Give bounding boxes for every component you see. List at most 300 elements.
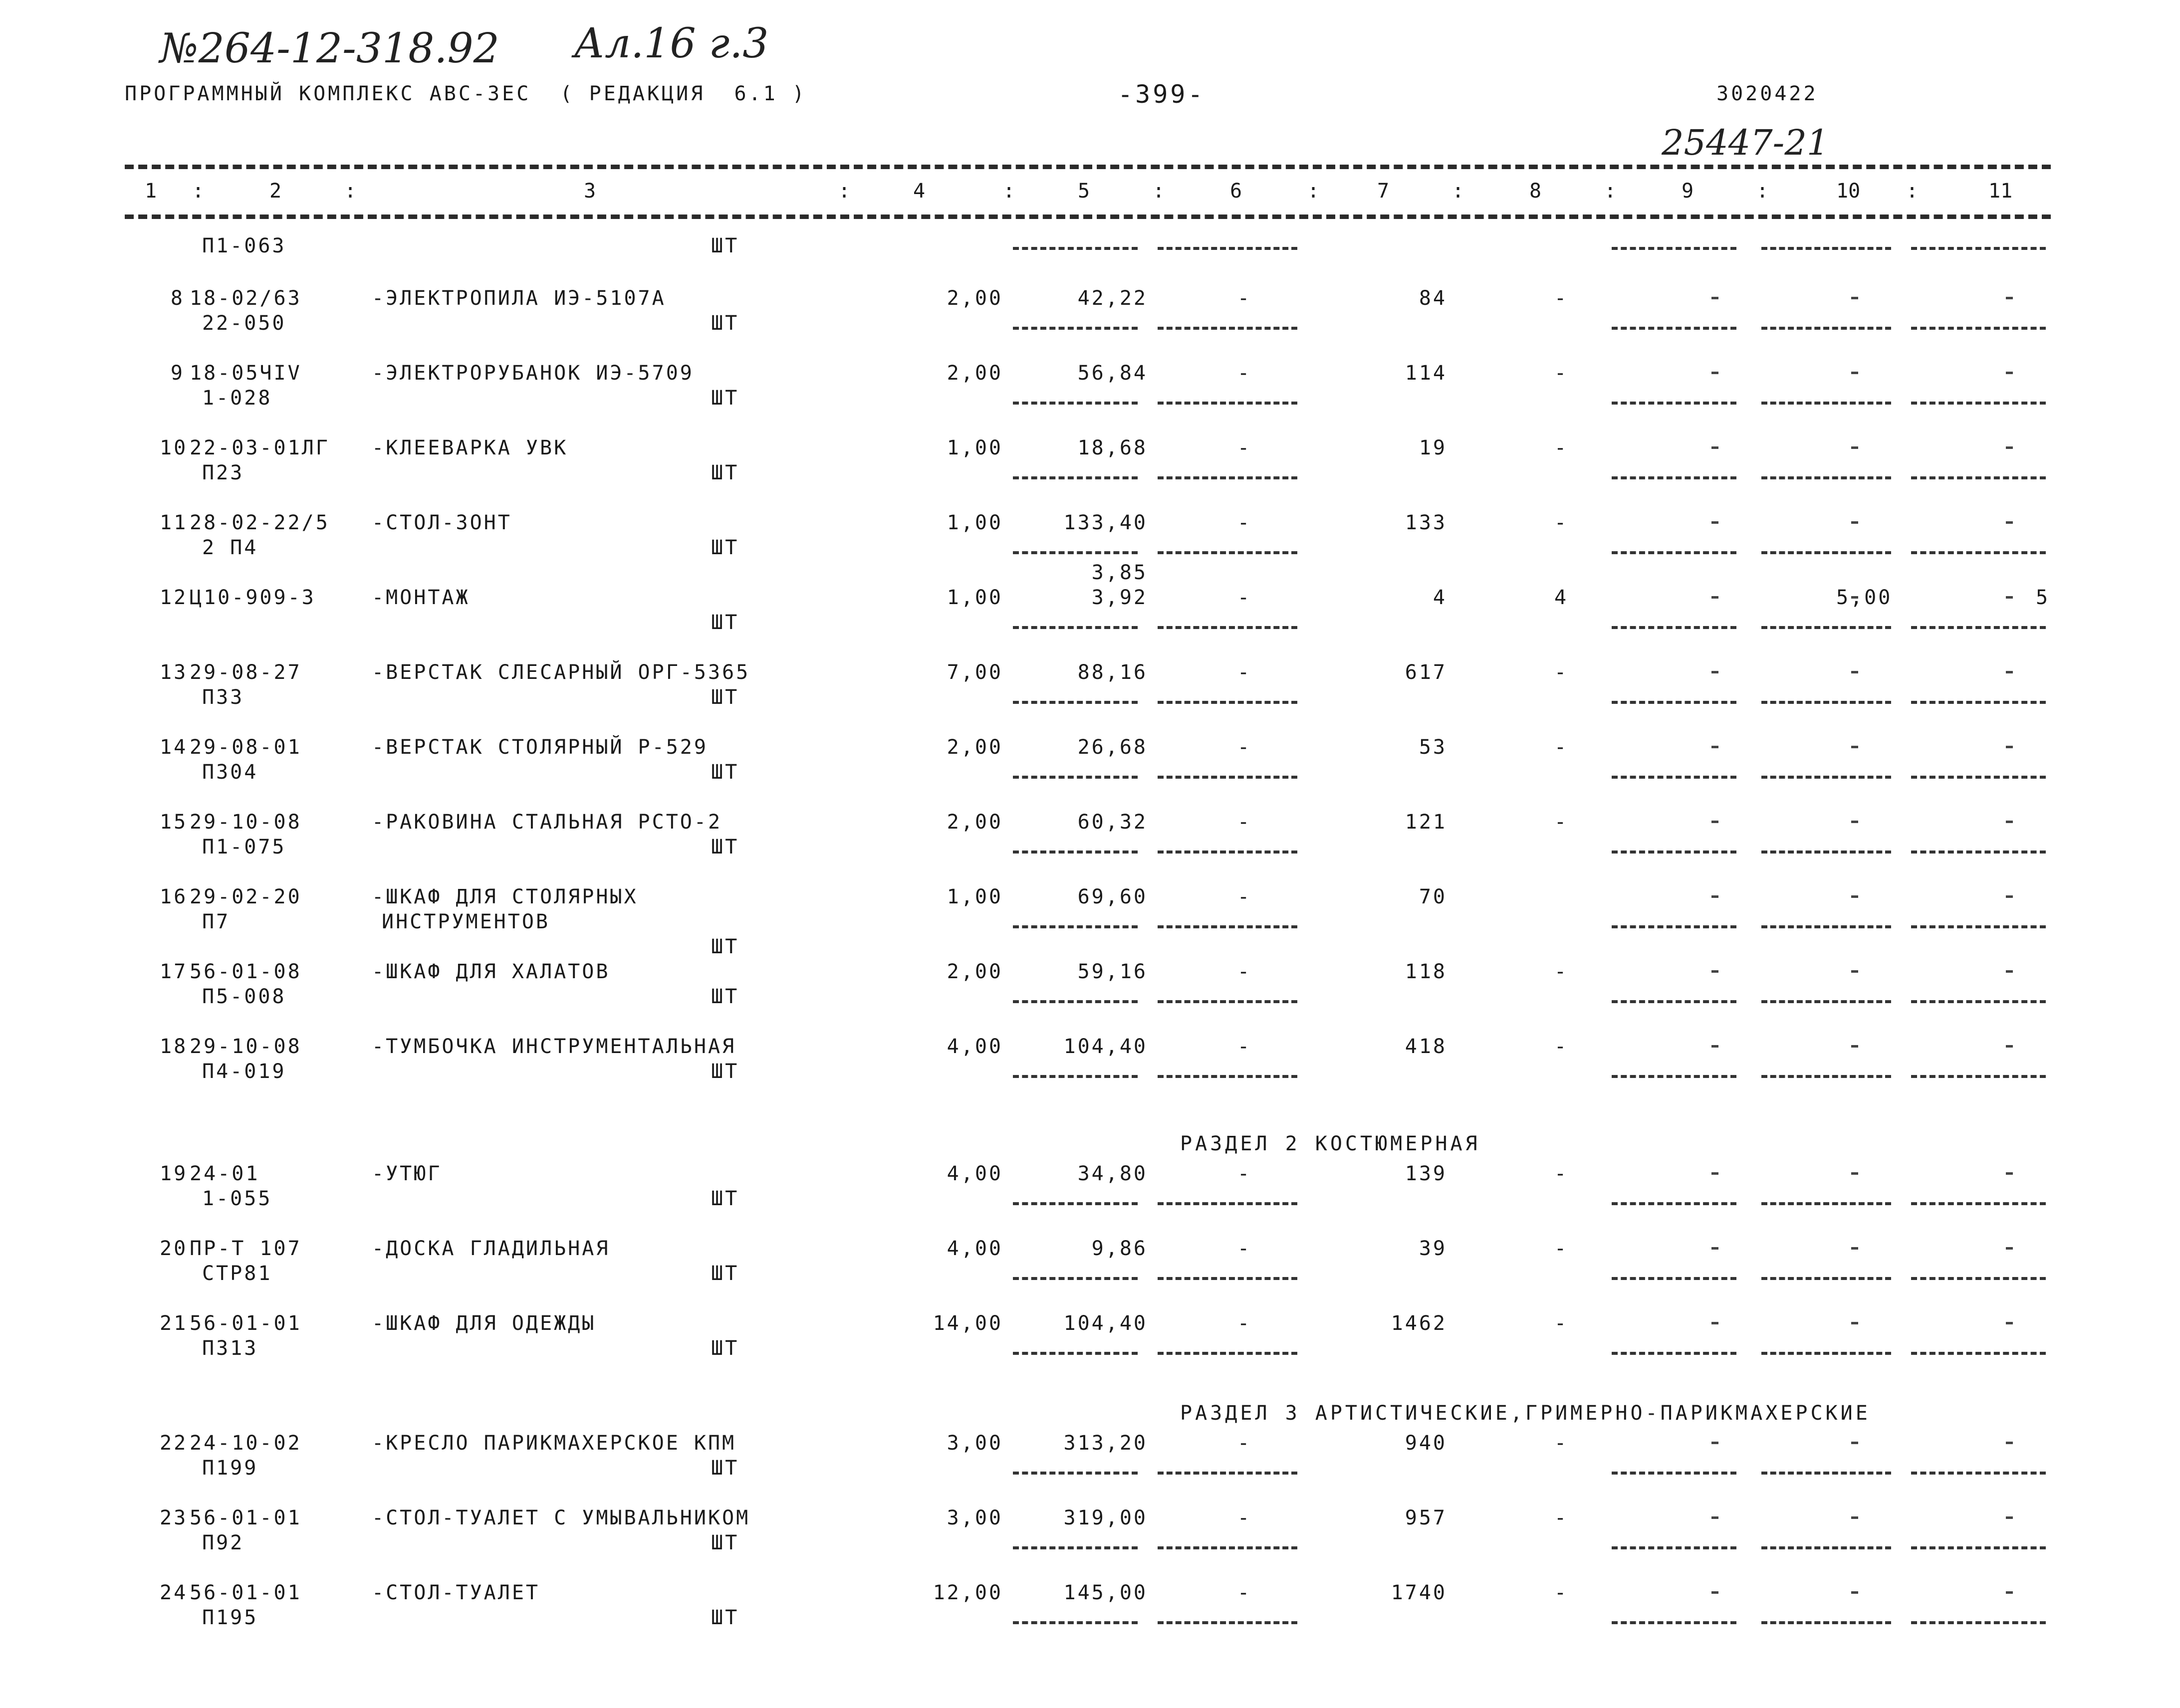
row-code-secondary: 1-028 xyxy=(202,387,272,410)
row-underline-col5 xyxy=(1013,1472,1138,1475)
row-col8: - xyxy=(1554,1035,1569,1058)
empty-cell-mark xyxy=(2006,372,2013,374)
row-col6: - xyxy=(1237,1581,1252,1604)
row-col6: - xyxy=(1237,362,1252,385)
row-name: -ШКАФ ДЛЯ ХАЛАТОВ xyxy=(372,960,610,983)
empty-cell-mark xyxy=(1851,1172,1858,1175)
row-underline-col9 xyxy=(1612,701,1736,704)
row-price: 88,16 xyxy=(1077,661,1148,684)
row-number: 10 xyxy=(160,436,188,459)
row-number: 8 xyxy=(170,287,185,310)
row-number: 24 xyxy=(160,1581,188,1604)
column-header-4: 4 xyxy=(913,180,926,203)
row-total: 39 xyxy=(1419,1237,1447,1260)
row-underline-col5 xyxy=(1013,1621,1138,1624)
row-price: 34,80 xyxy=(1077,1162,1148,1185)
row-quantity: 1,00 xyxy=(947,511,1003,534)
row-name-continued: ИНСТРУМЕНТОВ xyxy=(382,910,550,933)
row-name: -МОНТАЖ xyxy=(372,586,470,609)
row-code-secondary: П4-019 xyxy=(202,1060,286,1083)
empty-cell-mark xyxy=(1851,671,1858,673)
row-code-primary: 56-01-01 xyxy=(190,1581,302,1604)
row-underline-col6 xyxy=(1158,327,1297,330)
row-code-primary: 29-02-20 xyxy=(190,885,302,908)
empty-cell-mark xyxy=(1851,1591,1858,1594)
row-underline-col9 xyxy=(1612,925,1736,928)
row-code-primary: 28-02-22/5 xyxy=(190,511,330,534)
column-header-10: 10 xyxy=(1836,180,1861,203)
row-quantity: 2,00 xyxy=(947,811,1003,834)
empty-cell-mark xyxy=(1711,821,1718,823)
row-number: 9 xyxy=(170,362,185,385)
row-name: -СТОЛ-ТУАЛЕТ С УМЫВАЛЬНИКОМ xyxy=(372,1506,750,1529)
empty-cell-mark xyxy=(1711,372,1718,374)
row-underline-col9 xyxy=(1612,776,1736,779)
empty-cell-mark xyxy=(1851,1322,1858,1324)
row-total: 957 xyxy=(1405,1506,1447,1529)
row-col8: - xyxy=(1554,1506,1569,1529)
empty-cell-mark xyxy=(2006,821,2013,823)
row-underline-col10 xyxy=(1761,925,1891,928)
empty-cell-mark xyxy=(1851,895,1858,898)
underline-col11 xyxy=(1911,247,2046,250)
doc-number: 3020422 xyxy=(1716,82,1818,105)
row-code-secondary: П195 xyxy=(202,1606,258,1629)
row-col8: - xyxy=(1554,287,1569,310)
row-underline-col11 xyxy=(1911,1277,2046,1280)
empty-cell-mark xyxy=(1711,1322,1718,1324)
row-code-primary: ПР-Т 107 xyxy=(190,1237,302,1260)
row-quantity: 4,00 xyxy=(947,1237,1003,1260)
row-name: -ДОСКА ГЛАДИЛЬНАЯ xyxy=(372,1237,610,1260)
empty-cell-mark xyxy=(1851,746,1858,748)
page-number: -399- xyxy=(1118,80,1206,109)
row-col6: - xyxy=(1237,736,1252,759)
row-name: -ШКАФ ДЛЯ СТОЛЯРНЫХ xyxy=(372,885,638,908)
row-number: 20 xyxy=(160,1237,188,1260)
row-name: -СТОЛ-ЗОНТ xyxy=(372,511,512,534)
row-price: 133,40 xyxy=(1063,511,1148,534)
row-code-primary: 18-05ЧIV xyxy=(190,362,302,385)
row-number: 22 xyxy=(160,1432,188,1455)
row-col8: - xyxy=(1554,1432,1569,1455)
row-price-extra: 3,85 xyxy=(1091,561,1148,584)
row-col6: - xyxy=(1237,811,1252,834)
row-underline-col6 xyxy=(1158,701,1297,704)
row-total: 133 xyxy=(1405,511,1447,534)
row-col6: - xyxy=(1237,1035,1252,1058)
row-underline-col11 xyxy=(1911,327,2046,330)
row-unit: ШТ xyxy=(711,611,739,634)
row-quantity: 14,00 xyxy=(933,1312,1003,1335)
row-unit: ШТ xyxy=(711,686,739,709)
row-underline-col11 xyxy=(1911,626,2046,629)
empty-cell-mark xyxy=(2006,1322,2013,1324)
column-header-8: 8 xyxy=(1529,180,1542,203)
row-name: -ЭЛЕКТРОПИЛА ИЭ-5107А xyxy=(372,287,666,310)
row-name: -КЛЕЕВАРКА УВК xyxy=(372,436,568,459)
column-separator: : xyxy=(1906,180,1919,203)
empty-cell-mark xyxy=(1851,521,1858,524)
row-unit: ШТ xyxy=(711,312,739,335)
row-col6: - xyxy=(1237,885,1252,908)
row-total: 121 xyxy=(1405,811,1447,834)
empty-cell-mark xyxy=(1851,1045,1858,1048)
row-col8: - xyxy=(1554,661,1569,684)
row-underline-col6 xyxy=(1158,402,1297,405)
empty-cell-mark xyxy=(2006,1172,2013,1175)
row-quantity: 4,00 xyxy=(947,1035,1003,1058)
row-underline-col5 xyxy=(1013,776,1138,779)
column-separator: : xyxy=(838,180,851,203)
column-header-11: 11 xyxy=(1988,180,2013,203)
row-col6: - xyxy=(1237,661,1252,684)
row-unit: ШТ xyxy=(711,985,739,1008)
row-price: 59,16 xyxy=(1077,960,1148,983)
row-price: 3,92 xyxy=(1091,586,1148,609)
row-code-primary: Ц10-909-3 xyxy=(190,586,316,609)
row-underline-col5 xyxy=(1013,1000,1138,1003)
row-name: -ШКАФ ДЛЯ ОДЕЖДЫ xyxy=(372,1312,596,1335)
row-underline-col5 xyxy=(1013,476,1138,479)
row-col6: - xyxy=(1237,1162,1252,1185)
column-separator: : xyxy=(1756,180,1769,203)
row-underline-col10 xyxy=(1761,1352,1891,1355)
row-unit: ШТ xyxy=(711,1531,739,1554)
row-quantity: 3,00 xyxy=(947,1506,1003,1529)
row-underline-col9 xyxy=(1612,1621,1736,1624)
column-header-7: 7 xyxy=(1377,180,1390,203)
row-price: 56,84 xyxy=(1077,362,1148,385)
row-price: 69,60 xyxy=(1077,885,1148,908)
empty-cell-mark xyxy=(1711,746,1718,748)
empty-cell-mark xyxy=(1711,970,1718,973)
row-code-secondary: 1-055 xyxy=(202,1187,272,1210)
row-total: 139 xyxy=(1405,1162,1447,1185)
row-unit: ШТ xyxy=(711,1060,739,1083)
row-underline-col10 xyxy=(1761,626,1891,629)
empty-cell-mark xyxy=(2006,1591,2013,1594)
row-underline-col9 xyxy=(1612,551,1736,554)
empty-cell-mark xyxy=(1851,1247,1858,1250)
row-underline-col11 xyxy=(1911,1075,2046,1078)
row-quantity: 1,00 xyxy=(947,436,1003,459)
row-quantity: 4,00 xyxy=(947,1162,1003,1185)
row-underline-col10 xyxy=(1761,776,1891,779)
row-code-secondary: 2 П4 xyxy=(202,536,258,559)
row-number: 17 xyxy=(160,960,188,983)
row-unit: ШТ xyxy=(711,536,739,559)
row-col6: - xyxy=(1237,1432,1252,1455)
underline-col10 xyxy=(1761,247,1891,250)
row-price: 319,00 xyxy=(1063,1506,1148,1529)
empty-cell-mark xyxy=(1711,521,1718,524)
column-separator: : xyxy=(1604,180,1617,203)
empty-cell-mark xyxy=(2006,596,2013,599)
row-unit: ШТ xyxy=(711,1262,739,1285)
row-code-secondary: П5-008 xyxy=(202,985,286,1008)
row-code-primary: 56-01-08 xyxy=(190,960,302,983)
row-quantity: 2,00 xyxy=(947,362,1003,385)
row-col6: - xyxy=(1237,586,1252,609)
row-underline-col9 xyxy=(1612,476,1736,479)
empty-cell-mark xyxy=(2006,970,2013,973)
empty-cell-mark xyxy=(1851,821,1858,823)
row-total: 617 xyxy=(1405,661,1447,684)
row-unit: ШТ xyxy=(711,761,739,784)
row-col6: - xyxy=(1237,287,1252,310)
empty-cell-mark xyxy=(2006,446,2013,449)
empty-cell-mark xyxy=(2006,671,2013,673)
row-underline-col6 xyxy=(1158,551,1297,554)
row-unit: ШТ xyxy=(711,1457,739,1480)
row-total: 4 xyxy=(1433,586,1447,609)
row-total: 940 xyxy=(1405,1432,1447,1455)
row-underline-col6 xyxy=(1158,1546,1297,1549)
row-quantity: 2,00 xyxy=(947,287,1003,310)
empty-cell-mark xyxy=(1851,1516,1858,1519)
row-number: 19 xyxy=(160,1162,188,1185)
row-underline-col6 xyxy=(1158,1472,1297,1475)
row-underline-col5 xyxy=(1013,626,1138,629)
row-name: -ВЕРСТАК СТОЛЯРНЫЙ Р-529 xyxy=(372,736,708,759)
column-header-9: 9 xyxy=(1682,180,1694,203)
row-underline-col9 xyxy=(1612,1472,1736,1475)
empty-cell-mark xyxy=(1711,1516,1718,1519)
row-code-primary: 24-10-02 xyxy=(190,1432,302,1455)
empty-cell-mark xyxy=(2006,297,2013,299)
column-separator: : xyxy=(1452,180,1464,203)
handwritten-code: 25447-21 xyxy=(1662,122,1829,163)
row-quantity: 12,00 xyxy=(933,1581,1003,1604)
column-header-5: 5 xyxy=(1078,180,1090,203)
row-underline-col11 xyxy=(1911,402,2046,405)
top-line-code: П1-063 xyxy=(202,234,286,257)
empty-cell-mark xyxy=(1711,1442,1718,1444)
row-underline-col9 xyxy=(1612,1546,1736,1549)
row-underline-col5 xyxy=(1013,402,1138,405)
empty-cell-mark xyxy=(1711,1247,1718,1250)
underline-col5 xyxy=(1013,247,1138,250)
row-col8: - xyxy=(1554,960,1569,983)
row-price: 18,68 xyxy=(1077,436,1148,459)
row-underline-col10 xyxy=(1761,1546,1891,1549)
row-unit: ШТ xyxy=(711,836,739,858)
empty-cell-mark xyxy=(2006,1516,2013,1519)
row-name: -УТЮГ xyxy=(372,1162,442,1185)
row-col8: - xyxy=(1554,1581,1569,1604)
row-code-secondary: П92 xyxy=(202,1531,244,1554)
row-underline-col11 xyxy=(1911,776,2046,779)
row-underline-col10 xyxy=(1761,1277,1891,1280)
row-underline-col11 xyxy=(1911,1546,2046,1549)
row-underline-col6 xyxy=(1158,1000,1297,1003)
column-separator: : xyxy=(1003,180,1015,203)
column-separator: : xyxy=(1153,180,1165,203)
row-underline-col5 xyxy=(1013,327,1138,330)
row-underline-col11 xyxy=(1911,1202,2046,1205)
column-header-1: 1 xyxy=(145,180,157,203)
row-name: -РАКОВИНА СТАЛЬНАЯ РСТО-2 xyxy=(372,811,723,834)
underline-col9 xyxy=(1612,247,1736,250)
row-underline-col11 xyxy=(1911,551,2046,554)
row-total: 114 xyxy=(1405,362,1447,385)
column-separator: : xyxy=(344,180,357,203)
row-underline-col11 xyxy=(1911,476,2046,479)
row-quantity: 2,00 xyxy=(947,960,1003,983)
column-separator: : xyxy=(192,180,205,203)
row-code-secondary: СТР81 xyxy=(202,1262,272,1285)
row-code-secondary: П23 xyxy=(202,461,244,484)
row-total: 53 xyxy=(1419,736,1447,759)
row-underline-col6 xyxy=(1158,776,1297,779)
row-underline-col6 xyxy=(1158,476,1297,479)
row-col8: - xyxy=(1554,811,1569,834)
row-total: 1740 xyxy=(1391,1581,1447,1604)
row-quantity: 7,00 xyxy=(947,661,1003,684)
row-quantity: 2,00 xyxy=(947,736,1003,759)
row-underline-col9 xyxy=(1612,1352,1736,1355)
column-header-6: 6 xyxy=(1230,180,1242,203)
row-code-secondary: П199 xyxy=(202,1457,258,1480)
section-heading-2: РАЗДЕЛ 2 КОСТЮМЕРНАЯ xyxy=(1180,1132,1480,1155)
row-total: 118 xyxy=(1405,960,1447,983)
row-col6: - xyxy=(1237,1506,1252,1529)
empty-cell-mark xyxy=(1851,372,1858,374)
row-underline-col5 xyxy=(1013,1546,1138,1549)
row-unit: ШТ xyxy=(711,387,739,410)
row-price: 313,20 xyxy=(1063,1432,1148,1455)
empty-cell-mark xyxy=(1711,596,1718,599)
column-separator: : xyxy=(1307,180,1320,203)
row-total: 70 xyxy=(1419,885,1447,908)
row-col8: 4 xyxy=(1554,586,1569,609)
row-unit: ШТ xyxy=(711,1187,739,1210)
row-name: -ВЕРСТАК СЛЕСАРНЫЙ ОРГ-5365 xyxy=(372,661,750,684)
row-code-primary: 18-02/63 xyxy=(190,287,302,310)
row-col8: - xyxy=(1554,736,1569,759)
row-col11: 5 xyxy=(2036,586,2050,609)
row-code-primary: 29-08-01 xyxy=(190,736,302,759)
row-underline-col10 xyxy=(1761,327,1891,330)
row-col8: - xyxy=(1554,436,1569,459)
row-number: 18 xyxy=(160,1035,188,1058)
row-underline-col9 xyxy=(1612,327,1736,330)
row-code-primary: 22-03-01ЛГ xyxy=(190,436,330,459)
row-price: 104,40 xyxy=(1063,1035,1148,1058)
empty-cell-mark xyxy=(2006,746,2013,748)
row-code-secondary: П7 xyxy=(202,910,231,933)
row-code-secondary: 22-050 xyxy=(202,312,286,335)
column-header-2: 2 xyxy=(269,180,282,203)
row-unit: ШТ xyxy=(711,935,739,958)
row-underline-col6 xyxy=(1158,925,1297,928)
row-code-primary: 56-01-01 xyxy=(190,1312,302,1335)
row-underline-col11 xyxy=(1911,1352,2046,1355)
row-underline-col5 xyxy=(1013,701,1138,704)
empty-cell-mark xyxy=(1711,1045,1718,1048)
row-underline-col10 xyxy=(1761,851,1891,854)
empty-cell-mark xyxy=(1851,297,1858,299)
row-price: 26,68 xyxy=(1077,736,1148,759)
empty-cell-mark xyxy=(2006,1442,2013,1444)
row-number: 15 xyxy=(160,811,188,834)
empty-cell-mark xyxy=(1851,970,1858,973)
row-unit: ШТ xyxy=(711,1337,739,1360)
row-quantity: 1,00 xyxy=(947,885,1003,908)
row-number: 13 xyxy=(160,661,188,684)
row-underline-col10 xyxy=(1761,551,1891,554)
row-underline-col6 xyxy=(1158,1075,1297,1078)
row-col8: - xyxy=(1554,1237,1569,1260)
row-underline-col6 xyxy=(1158,1202,1297,1205)
row-price: 42,22 xyxy=(1077,287,1148,310)
row-col6: - xyxy=(1237,960,1252,983)
row-price: 104,40 xyxy=(1063,1312,1148,1335)
empty-cell-mark xyxy=(1851,446,1858,449)
underline-col6 xyxy=(1158,247,1297,250)
row-total: 1462 xyxy=(1391,1312,1447,1335)
row-underline-col11 xyxy=(1911,925,2046,928)
header-rule-bottom xyxy=(125,214,2051,219)
empty-cell-mark xyxy=(1711,671,1718,673)
row-code-secondary: П1-075 xyxy=(202,836,286,858)
program-header: ПРОГРАММНЫЙ КОМПЛЕКС АВС-3ЕС ( РЕДАКЦИЯ 6.1 ) xyxy=(125,82,807,105)
row-underline-col10 xyxy=(1761,1472,1891,1475)
row-price: 9,86 xyxy=(1091,1237,1148,1260)
row-code-primary: 29-08-27 xyxy=(190,661,302,684)
row-underline-col5 xyxy=(1013,1277,1138,1280)
column-header-3: 3 xyxy=(584,180,596,203)
row-underline-col5 xyxy=(1013,1075,1138,1078)
row-total: 19 xyxy=(1419,436,1447,459)
row-underline-col6 xyxy=(1158,1277,1297,1280)
row-code-secondary: П33 xyxy=(202,686,244,709)
row-underline-col11 xyxy=(1911,701,2046,704)
row-underline-col6 xyxy=(1158,1621,1297,1624)
handwritten-sheet-ref: Ал.16 г.3 xyxy=(574,20,769,67)
row-underline-col5 xyxy=(1013,1202,1138,1205)
row-col8: - xyxy=(1554,1162,1569,1185)
row-underline-col9 xyxy=(1612,851,1736,854)
row-underline-col11 xyxy=(1911,851,2046,854)
empty-cell-mark xyxy=(1711,446,1718,449)
row-underline-col5 xyxy=(1013,551,1138,554)
row-underline-col9 xyxy=(1612,1075,1736,1078)
row-code-primary: 24-01 xyxy=(190,1162,260,1185)
empty-cell-mark xyxy=(2006,1247,2013,1250)
row-col6: - xyxy=(1237,436,1252,459)
row-total: 418 xyxy=(1405,1035,1447,1058)
row-code-primary: 56-01-01 xyxy=(190,1506,302,1529)
row-name: -СТОЛ-ТУАЛЕТ xyxy=(372,1581,540,1604)
row-quantity: 3,00 xyxy=(947,1432,1003,1455)
row-number: 14 xyxy=(160,736,188,759)
row-number: 11 xyxy=(160,511,188,534)
row-number: 12 xyxy=(160,586,188,609)
empty-cell-mark xyxy=(1711,1591,1718,1594)
row-underline-col5 xyxy=(1013,1352,1138,1355)
row-price: 60,32 xyxy=(1077,811,1148,834)
row-underline-col10 xyxy=(1761,402,1891,405)
row-name: -КРЕСЛО ПАРИКМАХЕРСКОЕ КПМ xyxy=(372,1432,736,1455)
empty-cell-mark xyxy=(1851,596,1858,599)
row-underline-col5 xyxy=(1013,851,1138,854)
row-underline-col10 xyxy=(1761,476,1891,479)
row-code-secondary: П304 xyxy=(202,761,258,784)
row-code-primary: 29-10-08 xyxy=(190,1035,302,1058)
row-price: 145,00 xyxy=(1063,1581,1148,1604)
